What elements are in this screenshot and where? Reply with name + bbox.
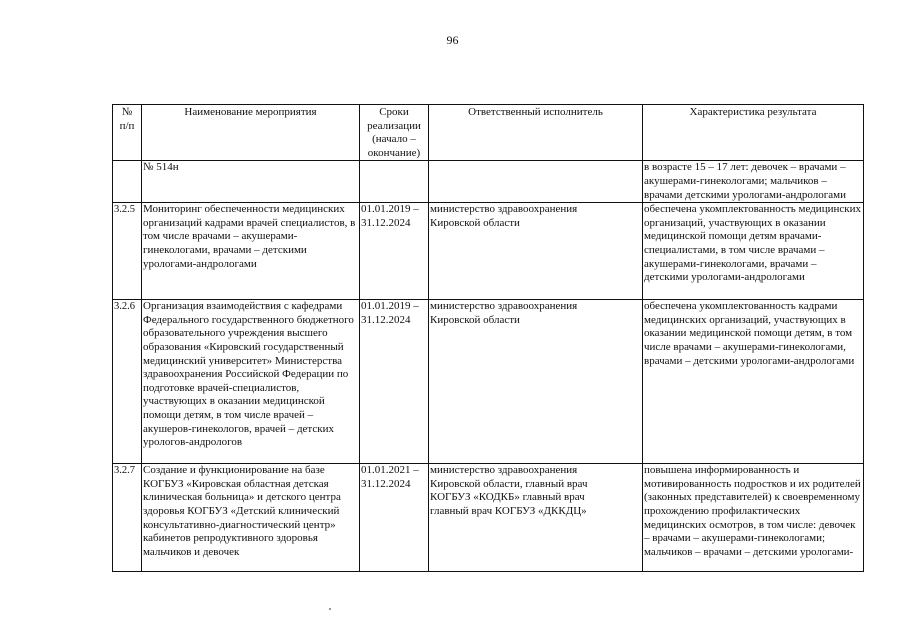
- table-header-row: [113, 105, 864, 161]
- row-number: [113, 161, 142, 203]
- row-result: обеспечена укомплектованность медицинских организаций, участвующих в оказании медицинской помощи детям врачами-специалистами, в том числе врачами – акушерами-гинекологами, врачами – детскими урологами-андрологами: [643, 203, 864, 300]
- row-number: 3.2.7: [113, 464, 142, 572]
- row-executor: министерство здравоохранения Кировской области: [429, 203, 643, 300]
- row-dates: 01.01.2019 – 31.12.2024: [360, 203, 429, 300]
- row-result: обеспечена укомплектованность кадрами медицинских организаций, участвующих в оказании медицинской помощи детям, в том числе врачами – акушерами-гинекологами, врачами – детскими урологами-андрологами: [643, 300, 864, 464]
- row-number: 3.2.5: [113, 203, 142, 300]
- activities-table: [112, 104, 864, 572]
- row-dates: 01.01.2019 – 31.12.2024: [360, 300, 429, 464]
- header-activity-name: Наименование мероприятия: [142, 105, 360, 161]
- row-number: 3.2.6: [113, 300, 142, 464]
- row-activity-name: Организация взаимодействия с кафедрами Федерального государственного бюджетного образовательного учреждения высшего образования «Кировский государственный медицинский университет» Министерства здравоохранения Российской Федерации по подготовке врачей-специалистов, участвующих в оказании медицинской помощи детям, в том числе врачей – акушеров-гинекологов, врачей – детских урологов-андрологов: [142, 300, 360, 464]
- table-row: [113, 300, 864, 464]
- table-row: [113, 464, 864, 572]
- row-executor: [429, 161, 643, 203]
- row-activity-name: № 514н: [142, 161, 360, 203]
- row-executor: министерство здравоохранения Кировской области: [429, 300, 643, 464]
- row-result: в возрасте 15 – 17 лет: девочек – врачами – акушерами-гинекологами; мальчиков – врачами детскими урологами-андрологами: [643, 161, 864, 203]
- table-row: [113, 161, 864, 203]
- header-dates: Сроки реализации (начало – окончание): [360, 105, 429, 161]
- row-executor: министерство здравоохранения Кировской области, главный врач КОГБУЗ «КОДКБ» главный врач главный врач КОГБУЗ «ДККДЦ»: [429, 464, 643, 572]
- row-activity-name: Мониторинг обеспеченности медицинских организаций кадрами врачей специалистов, в том числе врачами – акушерами-гинекологами, врачами – детскими урологами-андрологами: [142, 203, 360, 300]
- header-executor: Ответственный исполнитель: [429, 105, 643, 161]
- table-row: [113, 203, 864, 300]
- row-dates: 01.01.2021 – 31.12.2024: [360, 464, 429, 572]
- row-dates: [360, 161, 429, 203]
- page-number: 96: [446, 33, 459, 47]
- row-activity-name: Создание и функционирование на базе КОГБУЗ «Кировская областная детская клиническая больница» и детского центра здоровья КОГБУЗ «Детский клинический консультативно-диагностический центр» кабинетов репродуктивного здоровья мальчиков и девочек: [142, 464, 360, 572]
- scan-dot: [329, 608, 331, 610]
- header-number: № п/п: [113, 105, 142, 161]
- row-result: повышена информированность и мотивированность подростков и их родителей (законных представителей) к своевременному прохождению профилактических медицинских осмотров, в том числе: девочек – врачами – акушерами-гинекологами; мальчиков – врачами – детскими урологами-: [643, 464, 864, 572]
- header-result: Характеристика результата: [643, 105, 864, 161]
